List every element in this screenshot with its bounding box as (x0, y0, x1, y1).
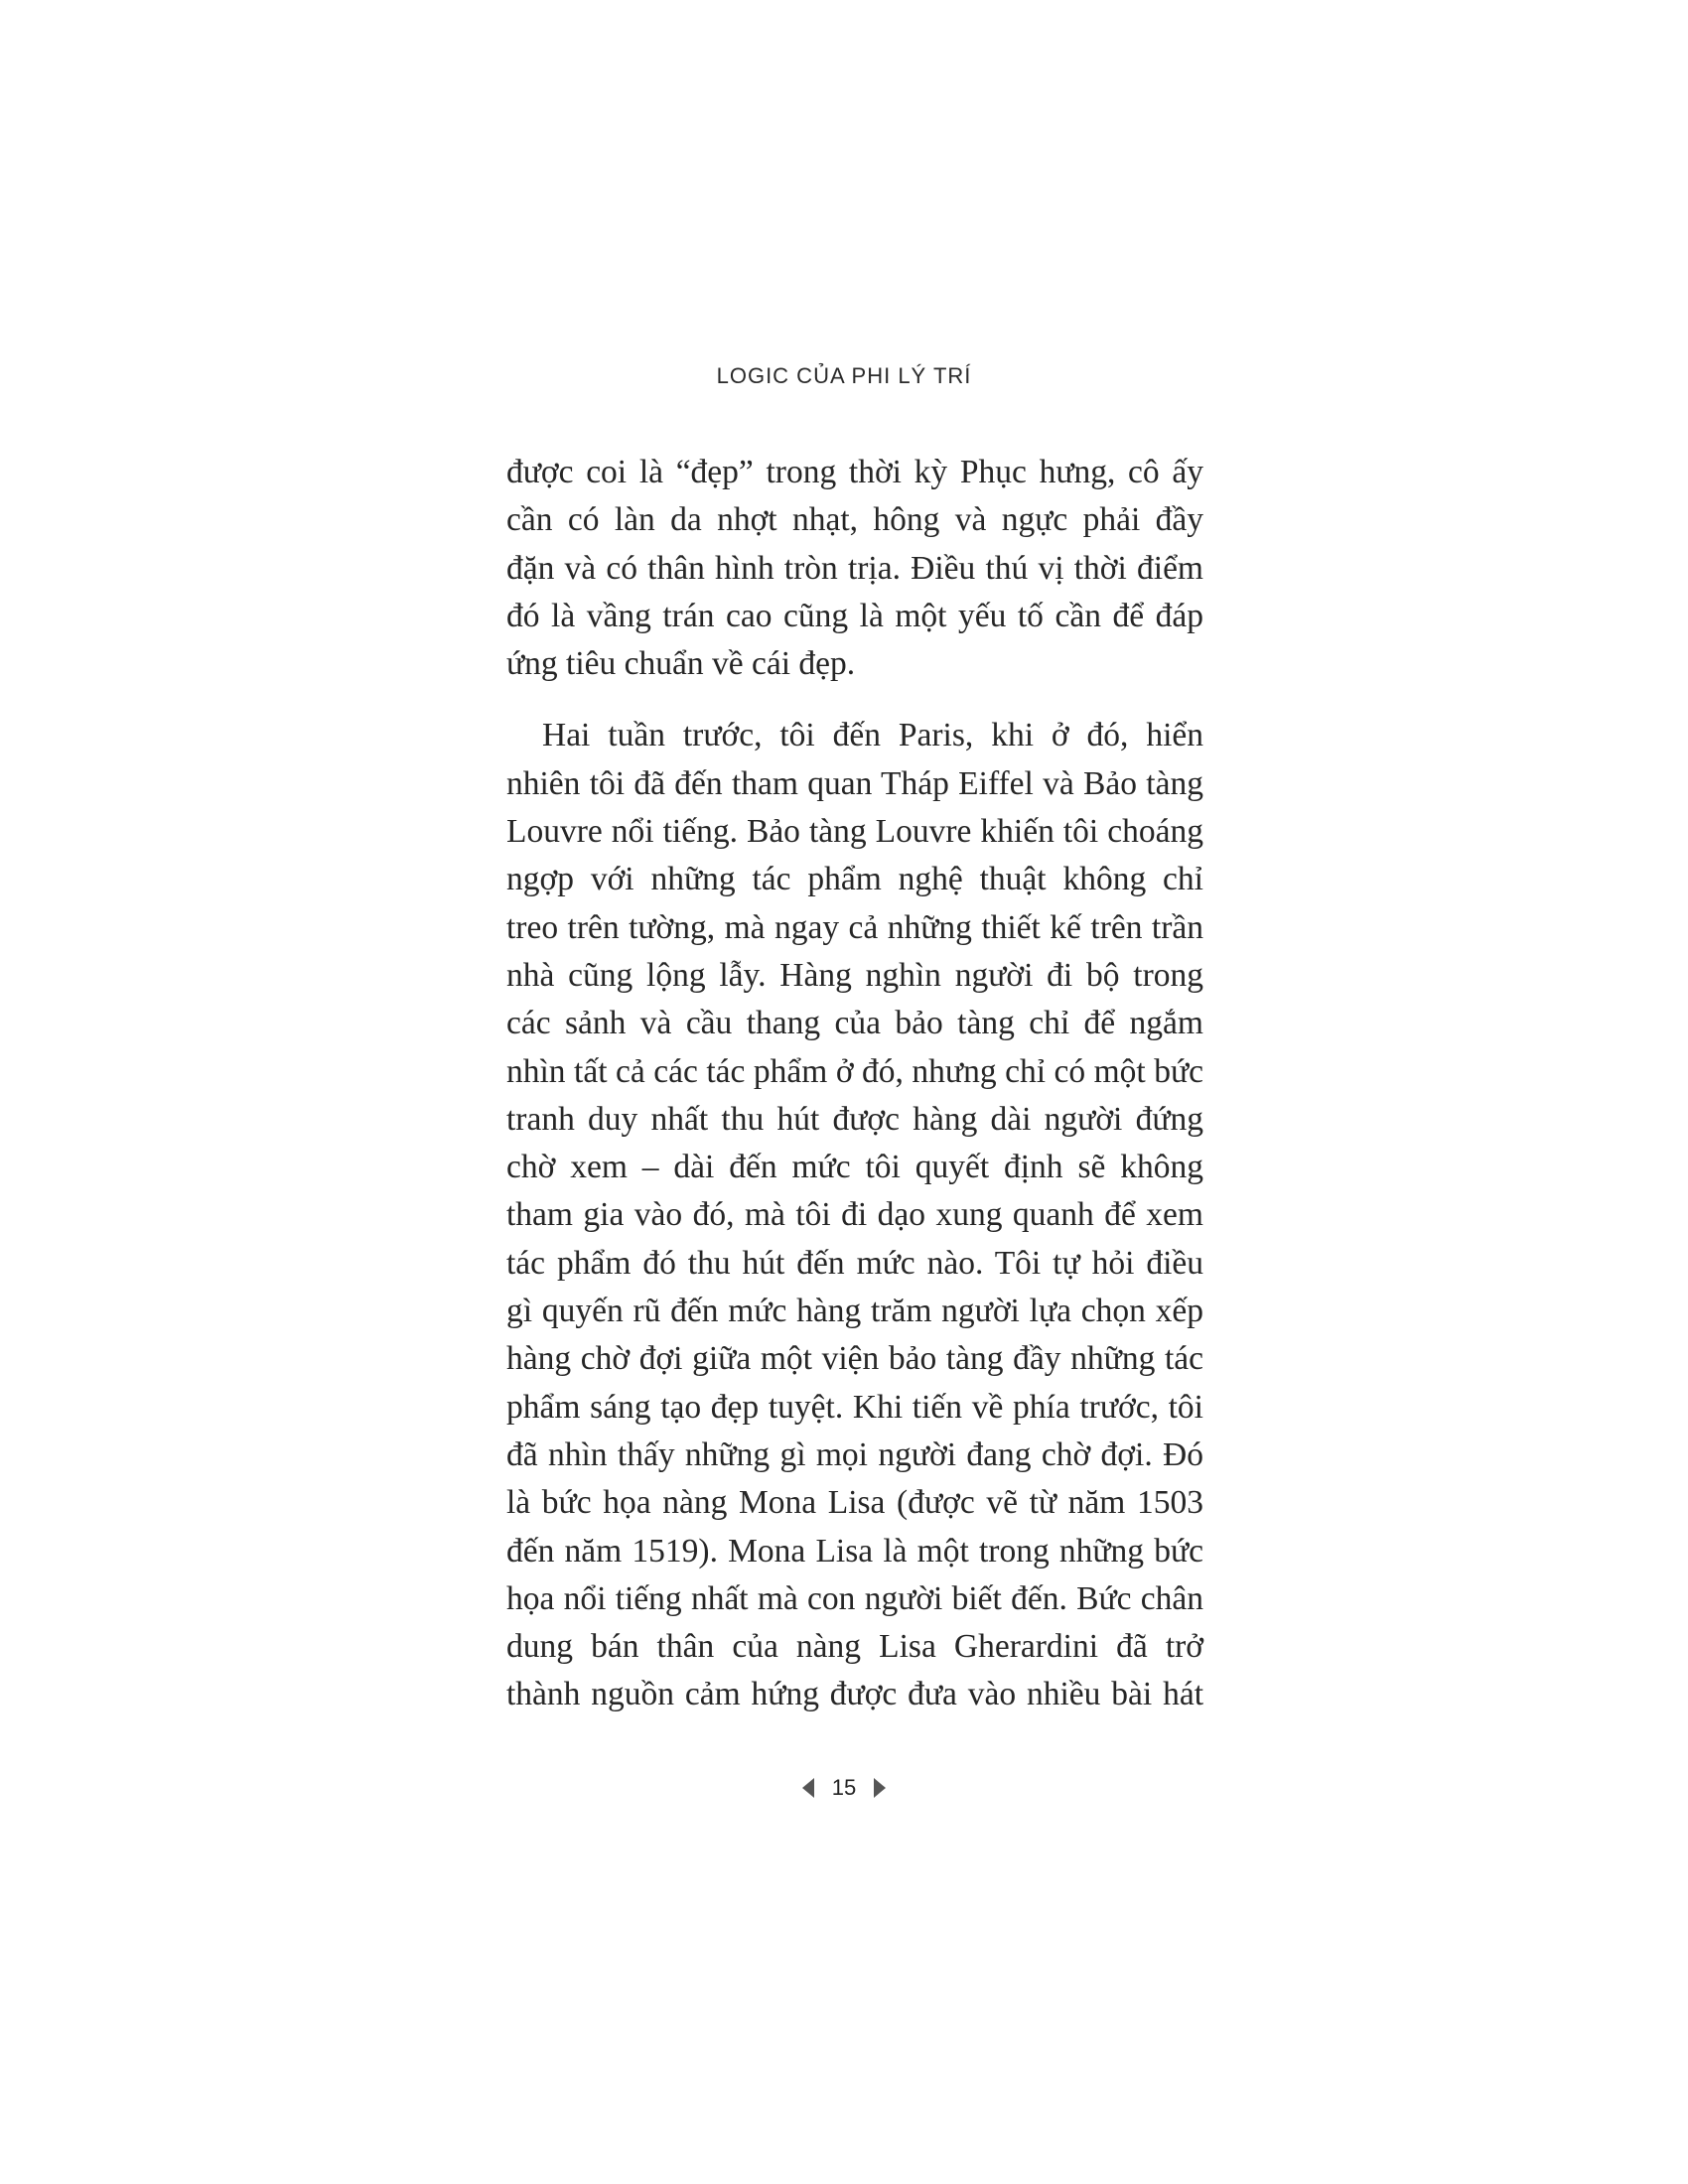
text-line: Hai tuần trước, tôi đến Paris, khi ở đó, hiển (542, 717, 1203, 754)
text-line: chờ xem – dài đến mức tôi quyết định sẽ không (506, 1149, 1203, 1186)
text-line: là bức họa nàng Mona Lisa (được vẽ từ năm 1503 (506, 1484, 1203, 1522)
next-page-icon[interactable] (874, 1778, 886, 1798)
text-line: đã nhìn thấy những gì mọi người đang chờ đợi. Đó (506, 1435, 1203, 1473)
text-line: được coi là “đẹp” trong thời kỳ Phục hưng, cô ấy (506, 454, 1203, 490)
text-line: nhiên tôi đã đến tham quan Tháp Eiffel và Bảo tàng (506, 764, 1203, 802)
text-line: dung bán thân của nàng Lisa Gherardini đã trở (506, 1628, 1203, 1666)
text-line: gì quyến rũ đến mức hàng trăm người lựa chọn xếp (506, 1293, 1203, 1330)
text-line: ứng tiêu chuẩn về cái đẹp. (506, 645, 856, 683)
page-navigation (0, 1775, 1688, 1801)
page-number: 15 (831, 1775, 857, 1800)
text-line: đến năm 1519). Mona Lisa là một trong những bức (506, 1532, 1203, 1570)
text-line: treo trên tường, mà ngay cả những thiết kế trên trần (506, 908, 1203, 946)
text-line: cần có làn da nhợt nhạt, hông và ngực phải đầy (506, 501, 1203, 539)
text-line: tham gia vào đó, mà tôi đi dạo xung quanh để xem (506, 1196, 1203, 1234)
body-text (506, 449, 1203, 1719)
text-line: Louvre nổi tiếng. Bảo tàng Louvre khiến tôi choáng (506, 813, 1203, 851)
text-line: họa nổi tiếng nhất mà con người biết đến. Bức chân (506, 1579, 1203, 1617)
text-line: tác phẩm đó thu hút đến mức nào. Tôi tự hỏi điều (506, 1244, 1203, 1282)
text-line: các sảnh và cầu thang của bảo tàng chỉ để ngắm (506, 1005, 1203, 1042)
paragraph-2 (506, 712, 1203, 1718)
text-line: thành nguồn cảm hứng được đưa vào nhiều bài hát (506, 1676, 1203, 1713)
text-line: ngợp với những tác phẩm nghệ thuật không chỉ (506, 861, 1203, 898)
text-line: đó là vầng trán cao cũng là một yếu tố cần để đáp (506, 597, 1203, 634)
text-line: phẩm sáng tạo đẹp tuyệt. Khi tiến về phía trước, tôi (506, 1388, 1203, 1426)
running-header: LOGIC CỦA PHI LÝ TRÍ (716, 363, 972, 388)
text-line: đặn và có thân hình tròn trịa. Điều thú vị thời điểm (506, 549, 1203, 587)
previous-page-icon[interactable] (802, 1778, 814, 1798)
paragraph-1 (506, 449, 1203, 688)
text-line: hàng chờ đợi giữa một viện bảo tàng đầy những tác (506, 1340, 1203, 1378)
text-line: nhìn tất cả các tác phẩm ở đó, nhưng chỉ có một bức (506, 1052, 1203, 1090)
text-line: tranh duy nhất thu hút được hàng dài người đứng (506, 1100, 1203, 1138)
text-line: nhà cũng lộng lẫy. Hàng nghìn người đi bộ trong (506, 956, 1203, 994)
